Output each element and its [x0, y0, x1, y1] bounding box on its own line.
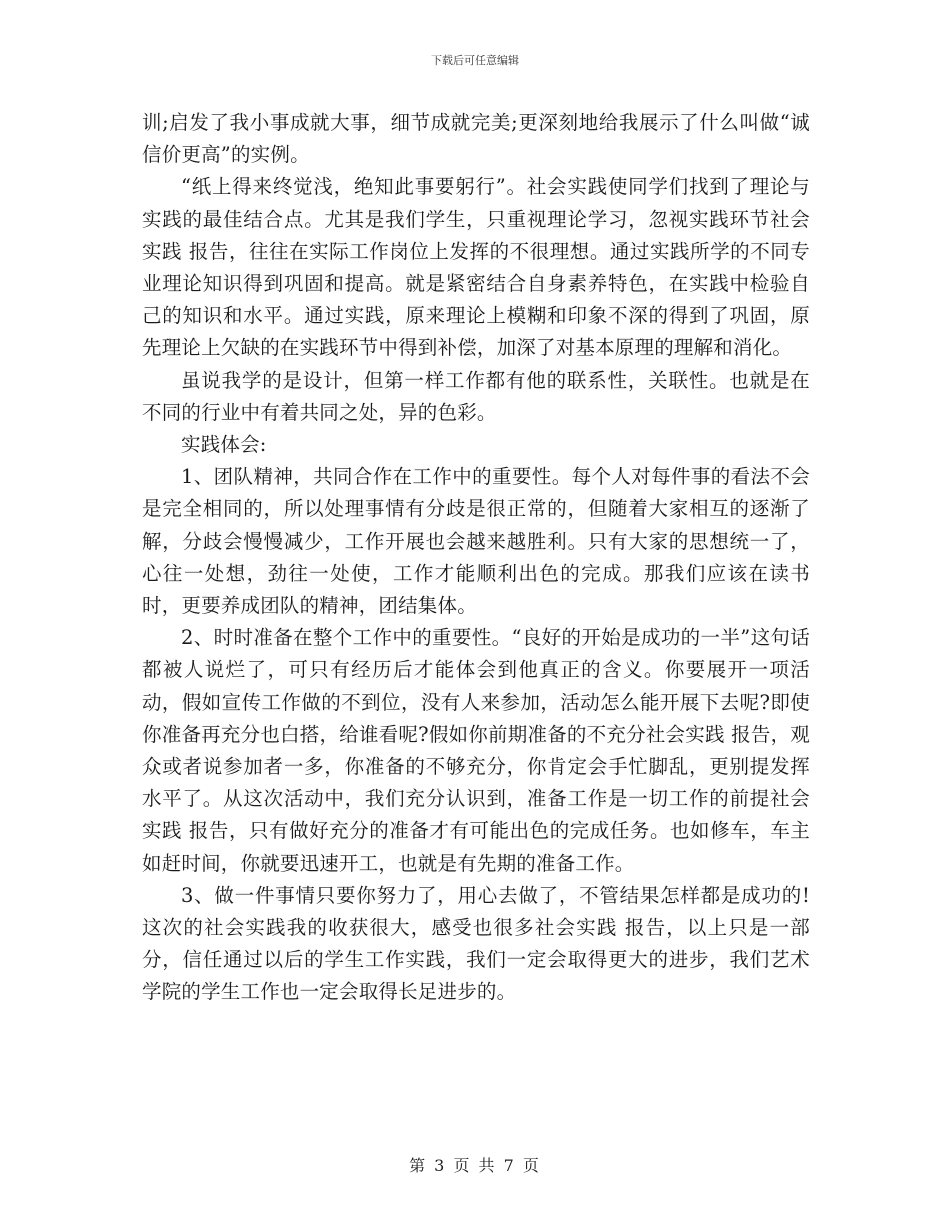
paragraph-3: 虽说我学的是设计，但第一样工作都有他的联系性，关联性。也就是在不同的行业中有着共同之处，异的色彩。: [142, 368, 810, 424]
paragraph-point-1: 1、团队精神，共同合作在工作中的重要性。每个人对每件事的看法不会是完全相同的，所以处理事情有分歧是很正常的，但随着大家相互的逐渐了解，分歧会慢慢减少，工作开展也会越来越胜利。只有大家的思想统一了，心往一处想，劲往一处使，工作才能顺利出色的完成。那我们应该在读书时，更要养成团队的精神，团结集体。: [142, 465, 810, 618]
document-body: [142, 107, 810, 1009]
paragraph-1: 训;启发了我小事成就大事，细节成就完美;更深刻地给我展示了什么叫做“诚信价更高”的实例。: [142, 111, 810, 167]
paragraph-point-3: 3、做一件事情只要你努力了，用心去做了，不管结果怎样都是成功的!这次的社会实践我的收获很大，感受也很多社会实践 报告，以上只是一部分，信任通过以后的学生工作实践，我们一定会取得更大的进步，我们艺术学院的学生工作也一定会取得长足进步的。: [142, 883, 810, 1004]
paragraph-point-2: 2、时时准备在整个工作中的重要性。“良好的开始是成功的一半”这句话都被人说烂了，可只有经历后才能体会到他真正的含义。你要展开一项活动，假如宣传工作做的不到位，没有人来参加，活动怎么能开展下去呢?即使你准备再充分也白搭，给谁看呢?假如你前期准备的不充分社会实践 报告，观众或者说参加者一多，你准备的不够充分，你肯定会手忙脚乱，更别提发挥水平了。从这次活动中，我们充分认识到，准备工作是一切工作的前提社会实践 报告，只有做好充分的准备才有可能出色的完成任务。也如修车，车主如赶时间，你就要迅速开工，也就是有先期的准备工作。: [142, 626, 810, 875]
page-number: 第 3 页 共 7 页: [409, 1156, 541, 1175]
section-heading-practice-experience: 实践体会:: [181, 433, 267, 457]
page-header: 下载后可任意编辑: [431, 54, 519, 67]
paragraph-2: “纸上得来终觉浅，绝知此事要躬行”。社会实践使同学们找到了理论与实践的最佳结合点。尤其是我们学生，只重视理论学习，忽视实践环节社会实践 报告，往往在实际工作岗位上发挥的不很理想。通过实践所学的不同专业理论知识得到巩固和提高。就是紧密结合自身素养特色，在实践中检验自己的知识和水平。通过实践，原来理论上模糊和印象不深的得到了巩固，原先理论上欠缺的在实践环节中得到补偿，加深了对基本原理的理解和消化。: [142, 175, 810, 360]
